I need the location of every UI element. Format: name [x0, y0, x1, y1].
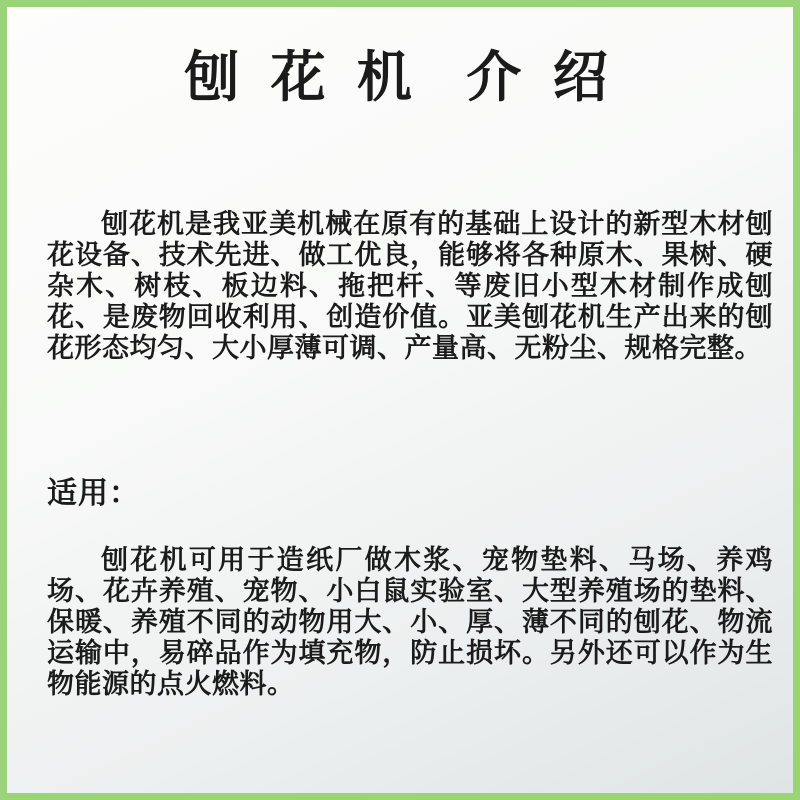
page-title: 刨 花 机 介 绍	[184, 46, 616, 108]
usage-paragraph: 刨花机可用于造纸厂做木浆、宠物垫料、马场、养鸡场、花卉养殖、宠物、小白鼠实验室、大型养殖场的垫料、保暖、养殖不同的动物用大、小、厚、薄不同的刨花、物流运输中，易碎品作为填充物，防止损坏。另外还可以作为生物能源的点火燃料。	[47, 545, 773, 699]
intro-paragraph: 刨花机是我亚美机械在原有的基础上设计的新型木材刨花设备、技术先进、做工优良，能够将各种原木、果树、硬杂木、树枝、板边料、拖把杆、等废旧小型木材制作成刨花、是废物回收利用、创造价值。亚美刨花机生产出来的刨花形态均匀、大小厚薄可调、产量高、无粉尘、规格完整。	[47, 209, 773, 363]
section-heading-applicable: 适用：	[47, 477, 140, 510]
